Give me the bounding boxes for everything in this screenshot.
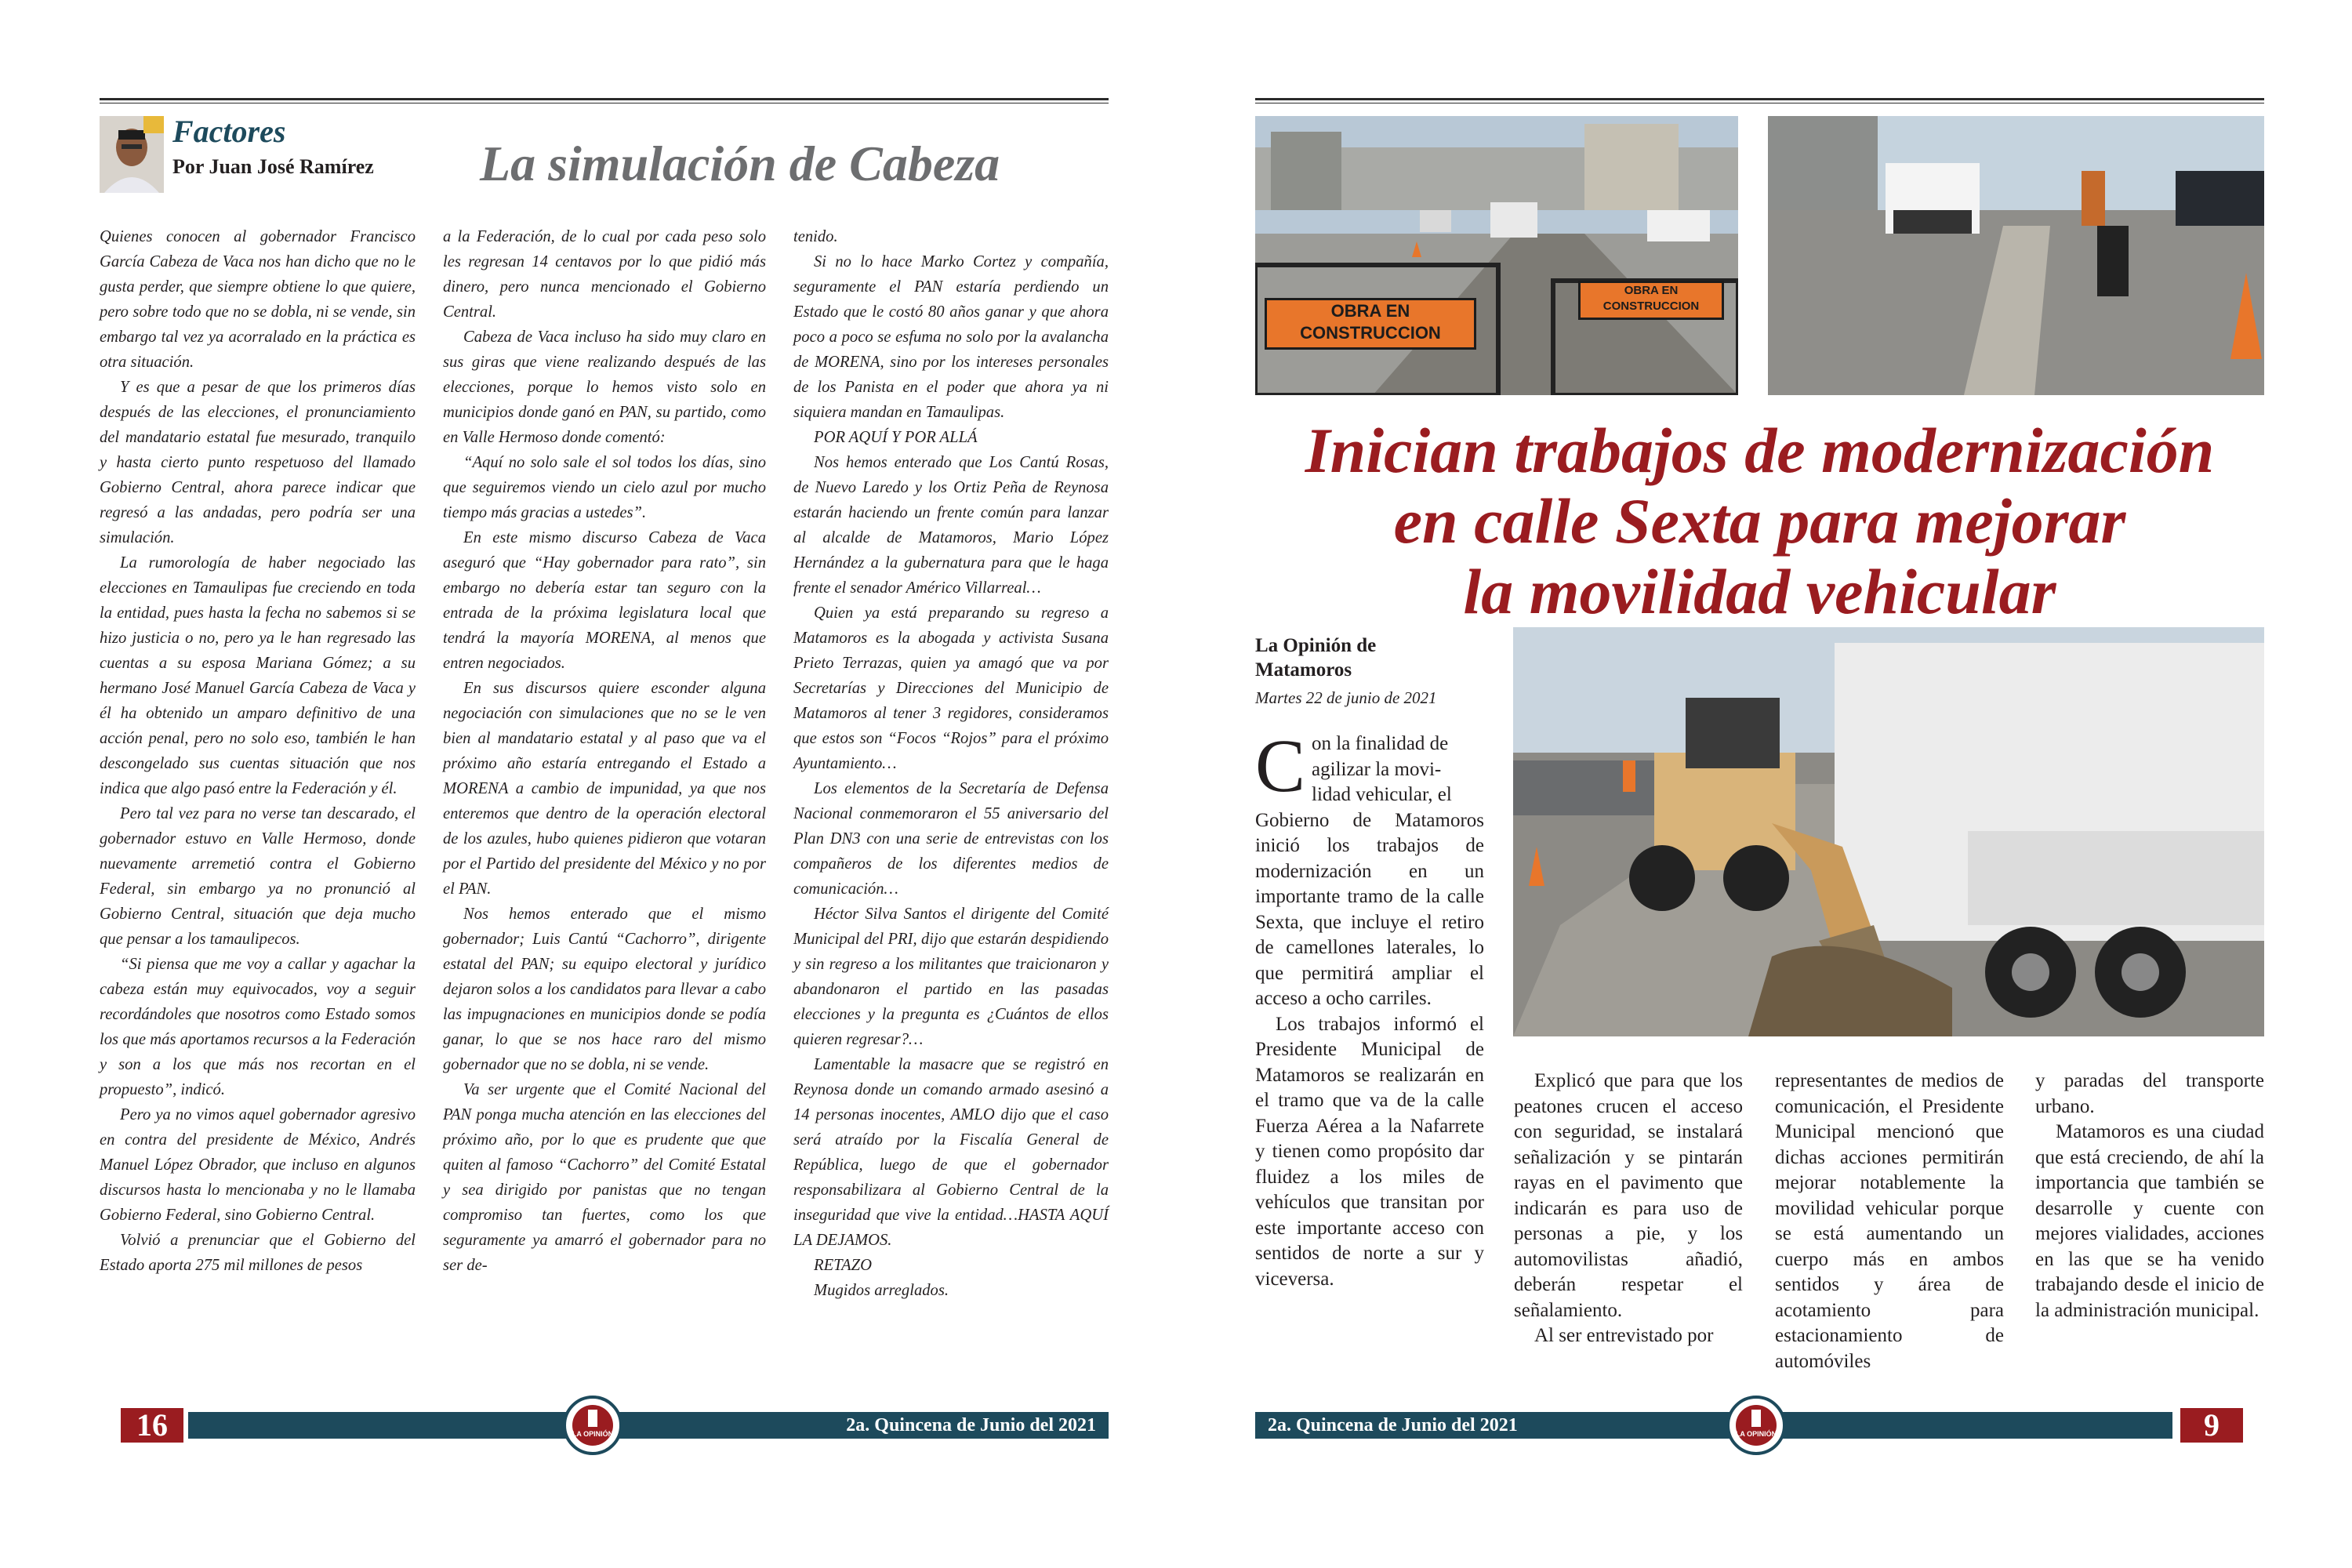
paragraph: En sus discursos quiere esconder alguna negociación con simulaciones que no se le ven bien al mandatario estatal y al paso que va el próximo año estaría entregando el Estado a MORENA a cambio de impunidad, ya que nos enteremos que dentro de la operación electoral de los azules, hubo quienes pidieron que votaran por el Partido del presidente del México y no por el PAN. [443,680,766,898]
logo-text: LA OPINIÓN [572,1430,614,1438]
paragraph: Nos hemos enterado que el mismo gobernador; Luis Cantú “Cachorro”, dirigente estatal del PAN; su equipo electoral y jurídico dejaron solos a los candidatos para llevar a cabo las impugnaciones en municipios donde se podía ganar, lo que se nos hace raro del mismo gobernador que no se dobla, ni se vende. [443,906,766,1073]
source-line: Matamoros [1255,659,1352,681]
publication-logo [1726,1396,1786,1455]
paragraph: Al ser entrevistado por [1534,1325,1714,1346]
footer-bar [188,1412,1109,1439]
lead-line: on la finalidad de [1312,733,1449,754]
paragraph: Gobierno de Matamoros inició los trabajos de modernización en un importante tramo de la calle Sexta, que incluye el retiro de camellones laterales, lo que permitirá ampliar el acceso a ocho carriles. [1255,809,1484,1009]
paragraph: Los trabajos informó el Presidente Municipal de Matamoros se realizarán en el tramo que va de la calle Fuerza Aérea a la Nafarrete y tienen como propósito dar fluidez a los miles de vehículos que transitan por este importante acceso con sentidos de norte a sur y viceversa. [1255,1013,1484,1290]
section-title: Factores [172,114,286,149]
page-number: 16 [121,1408,183,1443]
news-column-3 [1775,1069,2004,1374]
subhead: POR AQUÍ Y POR ALLÁ [814,429,978,446]
paragraph: Matamoros es una ciudad que está creciendo, de ahí la importancia que también se desarrolle y cuente con mejores vialidades, acciones en las que se ha venido trabajando desde el inicio de la administración municipal. [2035,1121,2264,1321]
paragraph: Cabeza de Vaca incluso ha sido muy claro en sus giras que viene realizando después de las elecciones, porque lo hemos visto solo en municipios donde ganó en PAN, su partido, como en Valle Hermoso donde comentó: [443,328,766,446]
construction-sign: OBRA EN CONSTRUCCION [1265,298,1476,350]
drop-cap: C [1255,724,1306,808]
paragraph: Quien ya está preparando su regreso a Matamoros es la abogada y activista Susana Prieto Terrazas, quien ya amagó que va por Secretarías y Direcciones del Municipio de Matamoros al tener 3 regidores, consideramos que estos son “Focos “Rojos” para el próximo Ayuntamiento… [793,604,1109,772]
article-date: Martes 22 de junio de 2021 [1255,688,1437,707]
paragraph: Y es que a pesar de que los primeros días después de las elecciones, el pronunciamiento del mandatario estatal fue mesurado, tranquilo y hasta cierto punto respetuoso del llamado Gobierno Central, ahora parece indicar que regresó a las andadas, pero podría ser una simulación. [100,379,416,546]
byline: Por Juan José Ramírez [172,155,374,178]
paragraph: Explicó que para que los peatones crucen el acceso con seguridad, se instalará señalización y se pintarán rayas en el pavimento que indicarán es para uso de personas a pie, y los automovilistas añadió, deberán respetar el señalamiento. [1514,1070,1743,1321]
page-number: 9 [2180,1408,2243,1443]
paragraph: Pero tal vez para no verse tan descarado, el gobernador estuvo en Valle Hermoso, donde nuevamente arremetió contra el Gobierno Federal, sin embargo ya no pronunció al Gobierno Central, situación que deja mucho que pensar a los tamaulipecos. [100,805,416,948]
construction-photo-1 [1255,116,1738,395]
paragraph: Héctor Silva Santos el dirigente del Comité Municipal del PRI, dijo que estarán despidiendo y sin regreso a los militantes que traicionaron y abandonaron el partido en las pasadas elecciones y la pregunta es ¿Cuántos de ellos quieren regresar?… [793,906,1109,1048]
paragraph: “Aquí no solo sale el sol todos los días, sino que seguiremos viendo un cielo azul por mucho tiempo más gracias a ustedes”. [443,454,766,521]
headline-line: la movilidad vehicular [1463,556,2056,627]
photo-graphic [1255,116,1738,395]
article-headline [1255,416,2264,627]
lead-line: agilizar la movi- [1312,758,1442,780]
photo-graphic [1768,116,2264,395]
lead-line: lidad vehicular, el [1312,784,1452,805]
paragraph: tenido. [793,228,838,245]
subhead: RETAZO [814,1257,872,1274]
article-column-3 [793,224,1109,1303]
paragraph: Pero ya no vimos aquel gobernador agresivo en contra del presidente de México, Andrés Manuel López Obrador, que incluso en algunos discursos hasta lo mencionaba y no le llamaba Gobierno Federal, sino Gobierno Central. [100,1106,416,1224]
paragraph: y paradas del transporte urbano. [2035,1070,2264,1117]
footer-date: 2a. Quincena de Junio del 2021 [846,1415,1096,1436]
paragraph: En este mismo discurso Cabeza de Vaca aseguró que “Hay gobernador para rato”, sin embargo no debería estar tan seguro con la entrada de la próxima legislatura local que tendrá la mayoría MORENA, al menos que entren negociados. [443,529,766,672]
backhoe-photo [1513,627,2264,1036]
paragraph: Mugidos arreglados. [814,1282,949,1299]
paragraph: representantes de medios de comunicación, el Presidente Municipal mencionó que dichas acciones permitirán mejorar notablemente la movilidad vehicular porque se está aumentando un cuerpo más en ambos sentidos y área de acotamiento para estacionamiento de automóviles [1775,1070,2004,1372]
paragraph: Va ser urgente que el Comité Nacional del PAN ponga mucha atención en las elecciones del próximo año, por lo que es prudente que que quiten al famoso “Cachorro” del Comité Estatal y sea dirigido por panistas que no tengan compromiso tan fuertes, como los que seguramente ya amarró el gobernador para no ser de- [443,1081,766,1274]
author-avatar [100,116,164,193]
headline-line: en calle Sexta para mejorar [1393,485,2126,557]
paragraph: Los elementos de la Secretaría de Defensa Nacional conmemoraron el 55 aniversario del Plan DN3 con una serie de entrevistas con los compañeros de los diferentes medios de comunicación… [793,780,1109,898]
paragraph: “Si piensa que me voy a callar y agachar la cabeza están muy equivocados, voy a seguir recordándoles que nosotros como Estado somos los que más aportamos recursos a la Federación y son a los que más nos recortan en el propuesto”, indicó. [100,956,416,1098]
paragraph: Quienes conocen al gobernador Francisco García Cabeza de Vaca nos han dicho que no le gusta perder, que siempre obtiene lo que quiere, pero sobre todo que no se dobla, ni se vende, sin embargo tal vez ya acorralado en la práctica es otra situación. [100,228,416,371]
source-line: La Opinión de [1255,635,1377,656]
paragraph: a la Federación, de lo cual por cada peso solo les regresan 14 centavos por lo que pidió más dinero, pero nunca mencionado el Gobierno Central. [443,228,766,321]
paragraph: Volvió a prenunciar que el Gobierno del Estado aporta 275 mil millones de pesos [100,1232,416,1274]
author-photo [100,116,164,193]
article-column-1 [100,224,416,1278]
construction-sign: OBRA EN CONSTRUCCION [1578,281,1724,320]
logo-text: LA OPINIÓN [1735,1430,1777,1438]
top-rule [1255,98,2264,100]
news-column-1 [1255,724,1484,1292]
article-source [1255,633,1376,682]
lead-paragraph [1255,724,1484,1012]
publication-logo [563,1396,622,1455]
paragraph: Lamentable la masacre que se registró en Reynosa donde un comando armado asesinó a 14 personas inocentes, AMLO dijo que el caso será atraído por la Fiscalía General de República, luego de que el gobernador responsabilizara al Gobierno Central de la inseguridad que vive la entidad…HASTA AQUÍ LA DEJAMOS. [793,1056,1109,1249]
photo-graphic [1513,627,2264,1036]
article-column-2 [443,224,766,1278]
footer-bar [1255,1412,2172,1439]
column-headline: La simulación de Cabeza [480,136,1000,191]
paragraph: Nos hemos enterado que Los Cantú Rosas, de Nuevo Laredo y los Ortiz Peña de Reynosa estarán haciendo un frente común para lanzar al alcalde de Matamoros, Mario López Hernández a la gubernatura para que le haga frente el senador Américo Villarreal… [793,454,1109,597]
top-rule [100,98,1109,100]
construction-photo-2 [1768,116,2264,395]
headline-line: Inician trabajos de modernización [1305,415,2215,486]
news-column-2 [1514,1069,1743,1349]
paragraph: Si no lo hace Marko Cortez y compañía, seguramente el PAN estaría perdiendo un Estado que le costó 80 años ganar y que ahora poco a poco se esfuma no solo por la avalancha de MORENA, sino por los intereses personales de los Panista en el poder que ahora ya ni siquiera mandan en Tamaulipas. [793,253,1109,421]
news-column-4 [2035,1069,2264,1323]
footer-date: 2a. Quincena de Junio del 2021 [1268,1415,1518,1436]
paragraph: La rumorología de haber negociado las elecciones en Tamaulipas fue creciendo en toda la entidad, pues hasta la fecha no sabemos si se hizo justicia o no, pero ya le han regresado las cuentas a su esposa Mariana Gómez; a su hermano José Manuel García Cabeza de Vaca y él ha obtenido un amparo definitivo de una acción penal, pero no solo eso, también le han descongelado sus cuentas situación que nos indica que algo pasó entre la Federación y él. [100,554,416,797]
